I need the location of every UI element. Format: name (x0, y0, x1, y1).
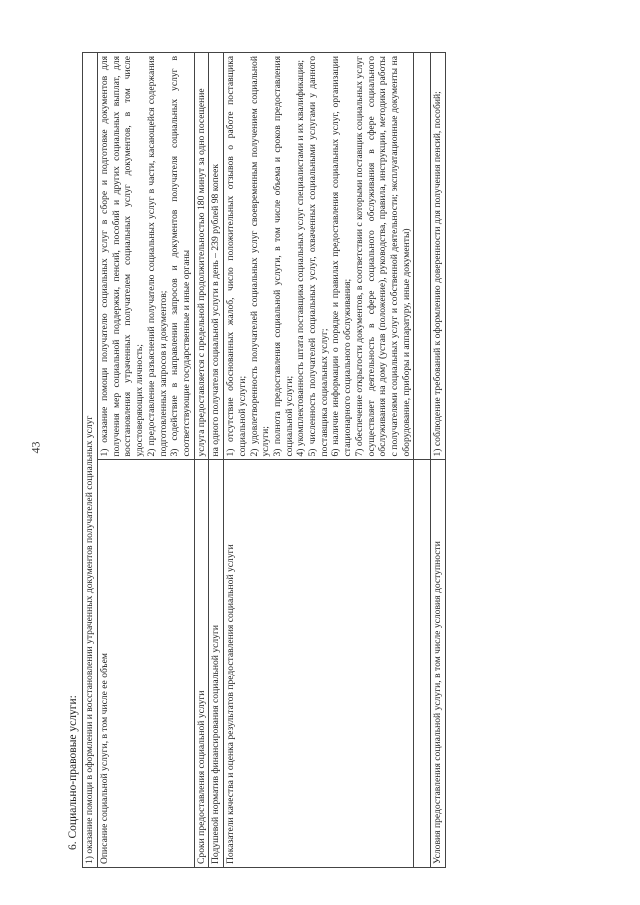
row-label: Описание социальной услуги, в том числе ее объем (98, 460, 195, 868)
spacer-cell (414, 460, 431, 868)
table-row (224, 53, 414, 868)
section-heading: 6. Социально-правовые услуги: (67, 695, 79, 850)
value-paragraph: 1) отсутствие обоснованных жалоб, число положительных отзывов о работе поставщика социальной услуги; (225, 56, 248, 457)
rotated-page (66, 48, 572, 868)
row-value (98, 53, 195, 461)
row-value (194, 53, 209, 461)
table-row (431, 53, 446, 868)
value-paragraph: 5) численность получателей социальных услуг, охваченных социальными услугами у данного поставщика социальных услуг; (307, 56, 330, 457)
value-paragraph: 1) оказание помощи получателю социальных услуг в сборе и подготовке документов для получения мер социальной поддержки, пенсий, пособий и других социальных выплат, для восстановления утраченных получателем социальных услуг документов, в том числе удостоверяющих личность; (99, 56, 146, 457)
value-paragraph: услуга предоставляется с предельной продолжительностью 180 минут за одно посещение (195, 88, 207, 457)
value-paragraph: 3) полнота предоставления социальной услуги, в том числе объема и сроков предоставления социальной услуги; (271, 56, 295, 457)
row-label: Сроки предоставления социальной услуги (194, 460, 209, 868)
value-paragraph: 7) обеспечение открытости документов, в соответствии с которыми поставщик социальных услуг осуществляет деятельность в сфере социального обслуживания в сфере социального обслуживания на дому (устав (положение), руководства, правила, инструкции, методики работы с получателями социальных услуг и собственной деятельности; эксплуатационные документы на оборудование, приборы и аппаратуру, иные документы) (353, 56, 412, 457)
value-paragraph: 6) наличие информации о порядке и правилах предоставления социальных услуг, организации стационарного социального обслуживания; (330, 56, 354, 457)
value-paragraph: 4) укомплектованность штата поставщика социальных услуг специалистами и их квалификация; (295, 59, 307, 457)
table-spacer-row (414, 53, 431, 868)
row-value (224, 53, 414, 461)
value-paragraph: 2) удовлетворенность получателей социальных услуг своевременным получением социальной услуги; (248, 56, 272, 457)
value-paragraph: 1) соблюдение требований к оформлению доверенности для получения пенсий, пособий; (432, 91, 444, 457)
table-subheading-row (83, 53, 98, 868)
value-paragraph: 3) содействие в направлении запросов и документов получателя социальных услуг в соответствующие государственные и иные органы (169, 56, 192, 457)
spacer-cell (414, 53, 431, 461)
row-value (431, 53, 446, 461)
table-subheading: 1) оказание помощи в оформлении и восстановлении утраченных документов получателей социальных услуг (83, 53, 98, 868)
row-label: Показатели качества и оценка результатов предоставления социальной услуги (224, 460, 414, 868)
value-paragraph: 2) предоставление разъяснений получателю социальных услуг в части, касающейся содержания подготовленных запросов и документов; (145, 56, 169, 457)
row-label: Подушевой норматив финансирования социальной услуги (209, 460, 224, 868)
table-row (209, 53, 224, 868)
page-number: 43 (28, 441, 43, 454)
table-row (98, 53, 195, 868)
row-label: Условия предоставления социальной услуги, в том числе условия доступности (431, 460, 446, 868)
table-row (194, 53, 209, 868)
row-value (209, 53, 224, 461)
value-paragraph: на одного получателя социальной услуги в день – 239 рублей 98 копеек (210, 164, 222, 457)
services-table (82, 52, 446, 868)
